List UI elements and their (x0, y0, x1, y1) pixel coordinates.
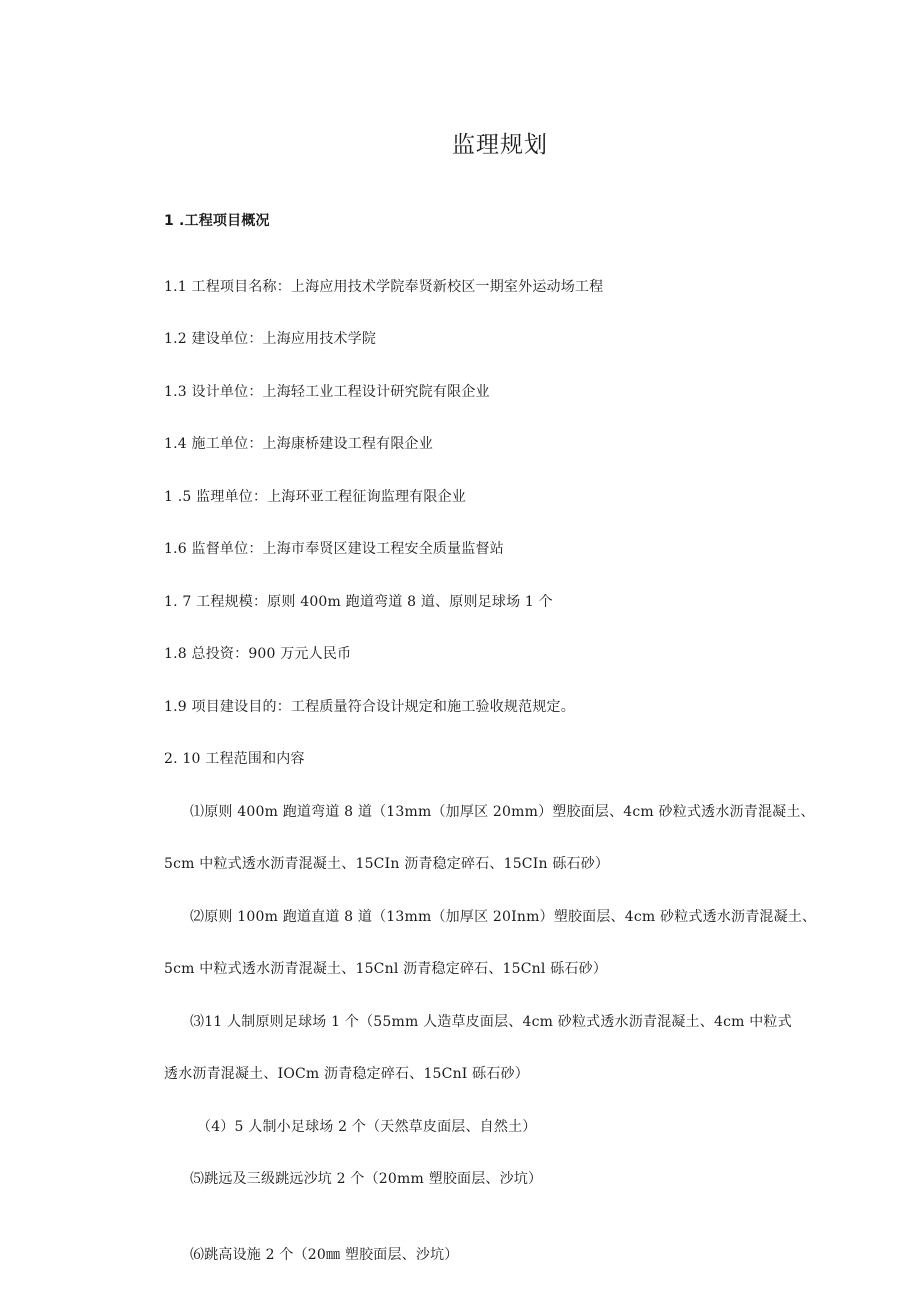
overview-line-1-4: 1.4 施工单位：上海康桥建设工程有限企业 (164, 436, 433, 452)
scope-item-3-line-2: 透水沥青混凝土、IOCm 沥青稳定碎石、15CnI 砾石砂） (164, 1066, 529, 1082)
overview-line-1-7: 1. 7 工程规模：原则 400m 跑道弯道 8 道、原则足球场 1 个 (164, 594, 553, 610)
overview-line-1-2: 1.2 建设单位：上海应用技术学院 (164, 331, 377, 347)
section-heading: 1 .工程项目概况 (164, 213, 270, 229)
overview-line-2-10: 2. 10 工程范围和内容 (164, 751, 305, 767)
overview-line-1-9: 1.9 项目建设目的：工程质量符合设计规定和施工验收规范规定。 (164, 699, 575, 715)
scope-item-1-line-1: ⑴原则 400m 跑道弯道 8 道（13mm（加厚区 20mm）塑胶面层、4cm 砂粒式透水沥青混凝土、 (190, 804, 815, 820)
overview-line-1-3: 1.3 设计单位：上海轻工业工程设计研究院有限企业 (164, 384, 490, 400)
scope-item-2-line-1: ⑵原则 100m 跑道直道 8 道（13mm（加厚区 20Inm）塑胶面层、4cm 砂粒式透水沥青混凝土、 (190, 909, 817, 925)
overview-line-1-5: 1 .5 监理单位：上海环亚工程征询监理有限企业 (164, 489, 466, 505)
scope-item-1-line-2: 5cm 中粒式透水沥青混凝土、15CIn 沥青稳定碎石、15CIn 砾石砂） (164, 856, 610, 872)
document-title: 监理规划 (452, 132, 548, 158)
scope-item-3-line-1: ⑶11 人制原则足球场 1 个（55mm 人造草皮面层、4cm 砂粒式透水沥青混凝土、4cm 中粒式 (190, 1014, 792, 1030)
scope-item-5: ⑸跳远及三级跳远沙坑 2 个（20mm 塑胶面层、沙坑） (190, 1171, 543, 1187)
overview-line-1-1: 1.1 工程项目名称：上海应用技术学院奉贤新校区一期室外运动场工程 (164, 279, 604, 295)
overview-line-1-6: 1.6 监督单位：上海市奉贤区建设工程安全质量监督站 (164, 541, 504, 557)
scope-item-2-line-2: 5cm 中粒式透水沥青混凝土、15Cnl 沥青稳定碎石、15Cnl 砾石砂） (164, 961, 608, 977)
scope-item-6: ⑹跳高设施 2 个（20㎜ 塑胶面层、沙坑） (190, 1247, 459, 1263)
scope-item-4: （4）5 人制小足球场 2 个（天然草皮面层、自然土） (197, 1119, 537, 1135)
overview-line-1-8: 1.8 总投资：900 万元人民币 (164, 646, 352, 662)
